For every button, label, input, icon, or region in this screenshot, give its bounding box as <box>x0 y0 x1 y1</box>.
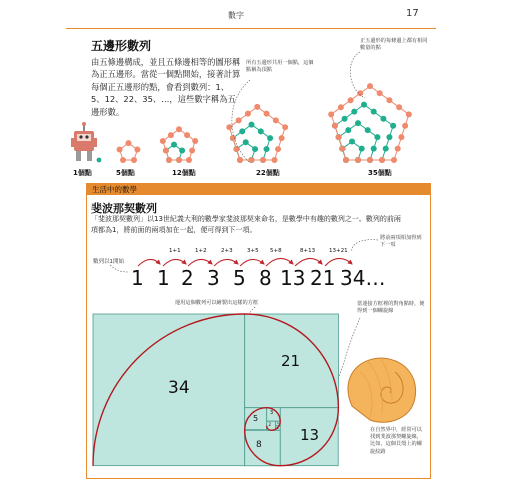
start-note: 數列以1開始 <box>93 259 124 265</box>
sequence-term: 8 <box>259 266 272 290</box>
page-number: 17 <box>406 8 419 19</box>
pentagon-title: 五邊形數列 <box>91 39 152 53</box>
sequence-term: 34… <box>340 266 386 290</box>
vertex-note: 所有五邊形共用一個點，這個點稱為頂點 <box>246 60 314 74</box>
sum-note: 將前兩項相加得到下一項 <box>380 235 422 249</box>
sequence-term: 21 <box>310 266 336 290</box>
square-34: 34 <box>168 378 190 398</box>
label-35-dots: 35個點 <box>368 169 392 177</box>
sum-label: 8+13 <box>300 248 316 254</box>
label-12-dots: 12個點 <box>172 169 196 177</box>
label-22-dots: 22個點 <box>256 169 280 177</box>
square-13: 13 <box>300 426 320 444</box>
sequence-term: 13 <box>280 266 306 290</box>
sum-label: 3+5 <box>247 248 259 254</box>
sum-label: 1+1 <box>169 248 181 254</box>
square-3: 3 <box>270 410 274 416</box>
fibonacci-description: 「斐波那契數列」以13世紀義大利的數學家斐波那契來命名，是數學中有趣的數列之一。數列的前兩項都為1，將前面的兩項加在一起，便可得到下一項。 <box>91 215 401 234</box>
nautilus-shell-icon <box>348 358 416 422</box>
sides-note: 正五邊形的每條邊上都有相同數量的點 <box>360 38 428 52</box>
sum-label: 13+21 <box>329 248 348 254</box>
fibonacci-title: 斐波那契數列 <box>91 202 157 215</box>
sequence-term: 1 <box>131 266 144 290</box>
header-title: 數字 <box>228 11 244 20</box>
square-5: 5 <box>253 414 259 423</box>
square-2: 2 <box>268 421 272 427</box>
square-21: 21 <box>281 352 301 370</box>
sequence-term: 3 <box>207 266 220 290</box>
sum-label: 5+8 <box>270 248 282 254</box>
sequence-term: 1 <box>157 266 170 290</box>
sequence-term: 2 <box>181 266 194 290</box>
square-8: 8 <box>256 440 262 450</box>
sequence-term: 5 <box>233 266 246 290</box>
sum-label: 2+3 <box>221 248 233 254</box>
sum-label: 1+2 <box>195 248 207 254</box>
pentagon-description: 由五條邊構成，並且五條邊相等的圖形稱為正五邊形。當從一個點開始，接著計算每個正五邊形的點，會看到數列：1、5、12、22、35、…，這些數字稱為五邊形數。 <box>91 57 241 117</box>
shell-note: 在自然界中，經常可以找到斐波那契螺旋線，比如，這個貝殼上的螺旋紋路 <box>370 427 422 455</box>
square-1a: 1 <box>277 421 279 425</box>
label-5-dots: 5個點 <box>116 169 135 177</box>
label-1-dot: 1個點 <box>73 169 92 177</box>
spiral-note: 當連接方框裡的對角點時，便得到一個螺旋線 <box>357 301 425 315</box>
square-1b: 1 <box>277 425 279 430</box>
life-math-heading: 生活中的數學 <box>92 185 137 194</box>
square-note: 運用這個數列可以繪製出這樣的方框 <box>175 300 259 306</box>
